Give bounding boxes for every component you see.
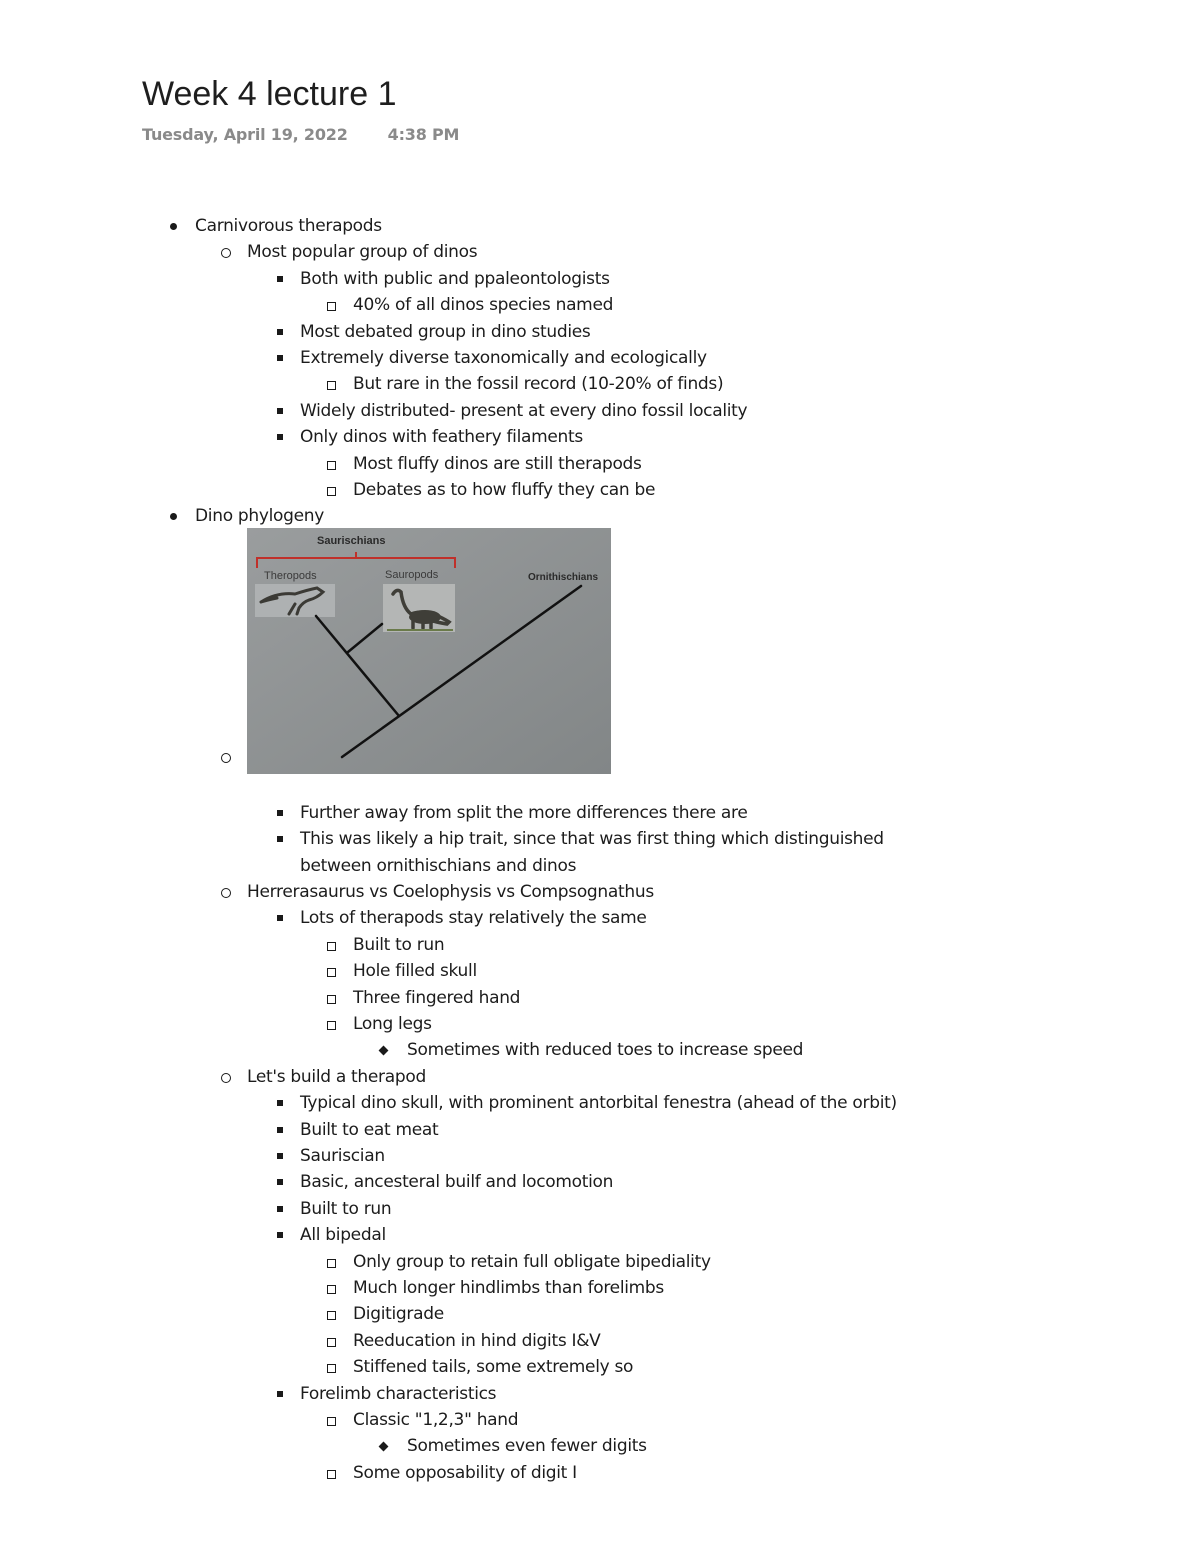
circle-bullet-icon: [221, 248, 231, 258]
outline-item-text: Sometimes with reduced toes to increase speed: [407, 1040, 804, 1061]
outline-item-continuation: between ornithischians and dinos: [300, 855, 577, 876]
outline-item: [353, 933, 444, 957]
hollow-square-bullet-icon: [327, 995, 336, 1004]
outline-item: [300, 1223, 386, 1247]
outline-item: [300, 906, 647, 930]
outline-item-text: Hole filled skull: [353, 961, 477, 982]
outline-item: [300, 1382, 496, 1406]
outline-item-text: All bipedal: [300, 1225, 386, 1246]
outline-item-text: Most popular group of dinos: [247, 242, 478, 263]
circle-bullet-icon: [221, 1073, 231, 1083]
square-bullet-icon: [277, 1232, 283, 1238]
outline-item: [353, 986, 520, 1010]
outline-item: [300, 1170, 613, 1194]
outline-item-text: Dino phylogeny: [195, 506, 325, 527]
outline-item-text: This was likely a hip trait, since that was first thing which distinguished: [300, 829, 884, 850]
square-bullet-icon: [277, 915, 283, 921]
outline-item: [300, 827, 884, 851]
outline-item: [353, 1276, 664, 1300]
hollow-square-bullet-icon: [327, 487, 336, 496]
outline-item: [353, 1250, 711, 1274]
outline-item-text: Some opposability of digit I: [353, 1462, 577, 1483]
page-time: 4:38 PM: [387, 125, 460, 144]
outline-item-text: Lots of therapods stay relatively the same: [300, 908, 647, 929]
outline-item: [300, 320, 590, 344]
outline-item: [353, 478, 655, 502]
hollow-square-bullet-icon: [327, 1311, 336, 1320]
outline-item-text: Typical dino skull, with prominent antorbital fenestra (ahead of the orbit): [300, 1093, 897, 1114]
outline-item-text: Long legs: [353, 1014, 432, 1034]
outline-item: [353, 959, 477, 983]
square-bullet-icon: [277, 408, 283, 414]
page-date: Tuesday, April 19, 2022: [142, 125, 348, 144]
theropods-label: Theropods: [264, 570, 317, 582]
square-bullet-icon: [277, 836, 283, 842]
outline-item-text: Widely distributed- present at every dino fossil locality: [300, 400, 748, 421]
saurischians-label: Saurischians: [317, 535, 386, 547]
square-bullet-icon: [277, 355, 283, 361]
outline-item: [353, 372, 723, 396]
outline-item: [300, 425, 583, 449]
hollow-square-bullet-icon: [327, 1470, 336, 1479]
outline-item-text: Much longer hindlimbs than forelimbs: [353, 1278, 664, 1298]
square-bullet-icon: [277, 329, 283, 335]
hollow-square-bullet-icon: [327, 1259, 336, 1268]
ornithischians-label: Ornithischians: [528, 572, 599, 583]
outline-item-text: Debates as to how fluffy they can be: [353, 480, 656, 500]
outline-item-text: Most fluffy dinos are still therapods: [353, 453, 642, 474]
hollow-square-bullet-icon: [327, 302, 336, 311]
outline-item: [353, 1012, 432, 1036]
hollow-square-bullet-icon: [327, 1417, 336, 1426]
outline-item: [195, 504, 324, 528]
square-bullet-icon: [277, 1127, 283, 1133]
image-background: [247, 528, 611, 774]
sauropod-illustration: [383, 584, 455, 632]
square-bullet-icon: [277, 1153, 283, 1159]
outline-item: [247, 240, 477, 264]
outline-item-text: Further away from split the more differences there are: [300, 802, 748, 823]
outline-item-text: Forelimb characteristics: [300, 1383, 497, 1404]
outline-item-text: Stiffened tails, some extremely so: [353, 1357, 634, 1378]
disc-bullet-icon: [170, 223, 177, 230]
outline-item: [300, 1091, 897, 1115]
outline-item-text: Classic "1,2,3" hand: [353, 1410, 519, 1430]
square-bullet-icon: [277, 1206, 283, 1212]
outline-item: [353, 1355, 633, 1379]
outline-item: [300, 399, 747, 423]
outline-item-text: Built to eat meat: [300, 1119, 439, 1140]
outline-item-text: Reeducation in hind digits I&V: [353, 1330, 601, 1351]
outline-item-text: But rare in the fossil record (10-20% of finds): [353, 374, 724, 395]
sauropods-label: Sauropods: [385, 569, 439, 581]
square-bullet-icon: [277, 276, 283, 282]
outline-item-text: Only dinos with feathery filaments: [300, 427, 583, 448]
disc-bullet-icon: [170, 513, 177, 520]
outline-item-text: Most debated group in dino studies: [300, 321, 591, 342]
square-bullet-icon: [277, 1391, 283, 1397]
outline-item-text: Sometimes even fewer digits: [407, 1436, 647, 1457]
square-bullet-icon: [277, 1100, 283, 1106]
hollow-square-bullet-icon: [327, 968, 336, 977]
theropod-illustration: [255, 584, 335, 617]
circle-bullet-icon: [221, 888, 231, 898]
outline-item-text: Only group to retain full obligate bipediality: [353, 1251, 711, 1272]
page-meta: [142, 125, 459, 144]
outline-item: [195, 214, 382, 238]
hollow-square-bullet-icon: [327, 1285, 336, 1294]
outline-item-text: Built to run: [353, 934, 445, 955]
outline-item: [353, 1461, 577, 1485]
outline-item-text: Let's build a therapod: [247, 1066, 426, 1087]
hollow-square-bullet-icon: [327, 461, 336, 470]
outline-item: [247, 1065, 426, 1089]
outline-item-text: 40% of all dinos species named: [353, 295, 614, 316]
outline-item: [407, 1038, 803, 1062]
outline-item-text: Digitigrade: [353, 1304, 444, 1325]
square-bullet-icon: [277, 434, 283, 440]
outline-item-text: Herrerasaurus vs Coelophysis vs Compsognathus: [247, 882, 654, 902]
outline-item-text: Three fingered hand: [353, 987, 521, 1008]
outline-item-text: Basic, ancesteral builf and locomotion: [300, 1172, 614, 1193]
outline-item: [353, 452, 642, 476]
outline-item: [353, 293, 613, 317]
hollow-square-bullet-icon: [327, 942, 336, 951]
outline-item: [300, 801, 748, 825]
outline-item: [300, 267, 610, 291]
outline-item-text: Built to run: [300, 1198, 392, 1219]
outline-item: [300, 1197, 391, 1221]
phylogeny-diagram: [247, 528, 611, 774]
page-title: Week 4 lecture 1: [142, 75, 397, 113]
hollow-square-bullet-icon: [327, 1021, 336, 1030]
outline-item: [300, 1144, 385, 1168]
outline-item: [353, 1302, 444, 1326]
diamond-bullet-icon: [379, 1442, 389, 1452]
outline-item: [407, 1434, 647, 1458]
outline-item-text: Carnivorous therapods: [195, 216, 382, 236]
outline-item: [247, 880, 654, 904]
outline-item: [300, 346, 707, 370]
outline-item: [300, 1118, 438, 1142]
outline-item: [353, 1408, 518, 1432]
hollow-square-bullet-icon: [327, 1338, 336, 1347]
outline-item-text: Both with public and ppaleontologists: [300, 268, 610, 289]
square-bullet-icon: [277, 810, 283, 816]
diamond-bullet-icon: [379, 1046, 389, 1056]
square-bullet-icon: [277, 1179, 283, 1185]
outline-item: [353, 1329, 601, 1353]
hollow-square-bullet-icon: [327, 381, 336, 390]
phylogeny-image: [247, 528, 611, 774]
hollow-square-bullet-icon: [327, 1364, 336, 1373]
outline-item-text: Sauriscian: [300, 1146, 385, 1166]
outline-item-text: Extremely diverse taxonomically and ecologically: [300, 348, 707, 368]
circle-bullet-icon: [221, 753, 231, 763]
